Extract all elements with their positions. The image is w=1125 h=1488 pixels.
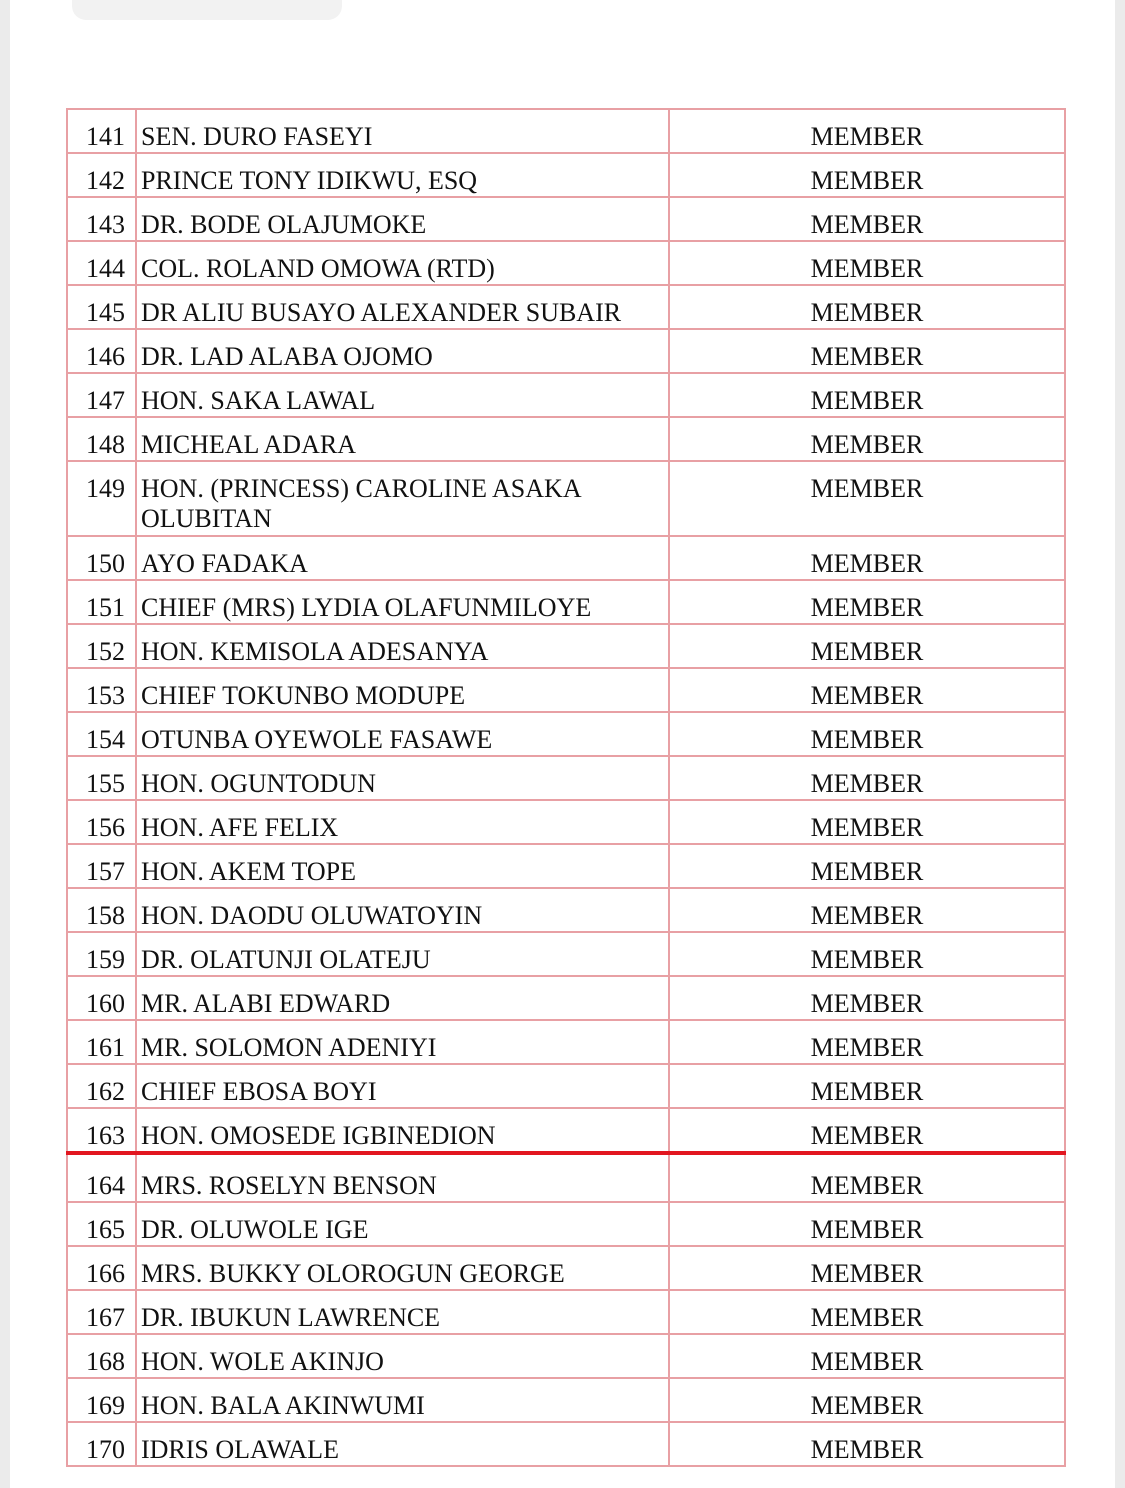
serial-number-cell: 149	[67, 461, 136, 536]
member-role-cell: MEMBER	[669, 1422, 1065, 1466]
member-name-cell: SEN. DURO FASEYI	[136, 109, 669, 153]
member-role-cell: MEMBER	[669, 1108, 1065, 1153]
member-role-cell: MEMBER	[669, 976, 1065, 1020]
member-name-cell: OTUNBA OYEWOLE FASAWE	[136, 712, 669, 756]
member-role-cell: MEMBER	[669, 109, 1065, 153]
serial-number-cell: 166	[67, 1246, 136, 1290]
member-role-cell: MEMBER	[669, 241, 1065, 285]
member-name-cell: MR. SOLOMON ADENIYI	[136, 1020, 669, 1064]
table-row	[67, 1153, 1065, 1202]
table-row	[67, 756, 1065, 800]
table-row	[67, 800, 1065, 844]
member-role-cell: MEMBER	[669, 888, 1065, 932]
member-name-cell: CHIEF TOKUNBO MODUPE	[136, 668, 669, 712]
member-role-cell: MEMBER	[669, 932, 1065, 976]
member-role-cell: MEMBER	[669, 1334, 1065, 1378]
member-name-cell: HON. WOLE AKINJO	[136, 1334, 669, 1378]
table-row	[67, 1290, 1065, 1334]
table-row	[67, 976, 1065, 1020]
member-name-cell: AYO FADAKA	[136, 536, 669, 580]
table-row	[67, 109, 1065, 153]
serial-number-cell: 147	[67, 373, 136, 417]
member-name-cell: DR. OLUWOLE IGE	[136, 1202, 669, 1246]
serial-number-cell: 154	[67, 712, 136, 756]
table-row	[67, 417, 1065, 461]
member-role-cell: MEMBER	[669, 1378, 1065, 1422]
table-row	[67, 888, 1065, 932]
member-name-cell: COL. ROLAND OMOWA (RTD)	[136, 241, 669, 285]
member-role-cell: MEMBER	[669, 1290, 1065, 1334]
serial-number-cell: 152	[67, 624, 136, 668]
member-role-cell: MEMBER	[669, 712, 1065, 756]
serial-number-cell: 162	[67, 1064, 136, 1108]
table-row	[67, 844, 1065, 888]
member-role-cell: MEMBER	[669, 1020, 1065, 1064]
serial-number-cell: 170	[67, 1422, 136, 1466]
member-role-cell: MEMBER	[669, 1246, 1065, 1290]
table-row	[67, 1202, 1065, 1246]
serial-number-cell: 156	[67, 800, 136, 844]
member-name-cell: IDRIS OLAWALE	[136, 1422, 669, 1466]
member-name-cell: HON. BALA AKINWUMI	[136, 1378, 669, 1422]
serial-number-cell: 165	[67, 1202, 136, 1246]
serial-number-cell: 167	[67, 1290, 136, 1334]
table-row	[67, 1378, 1065, 1422]
member-name-cell: DR. LAD ALABA OJOMO	[136, 329, 669, 373]
member-name-cell: DR. OLATUNJI OLATEJU	[136, 932, 669, 976]
serial-number-cell: 141	[67, 109, 136, 153]
table-row	[67, 932, 1065, 976]
document-page	[10, 0, 1115, 1488]
member-role-cell: MEMBER	[669, 285, 1065, 329]
table-row	[67, 153, 1065, 197]
table-row	[67, 1064, 1065, 1108]
serial-number-cell: 168	[67, 1334, 136, 1378]
table-row	[67, 1334, 1065, 1378]
members-table-body	[67, 109, 1065, 1466]
member-name-cell: HON. DAODU OLUWATOYIN	[136, 888, 669, 932]
table-row	[67, 536, 1065, 580]
serial-number-cell: 160	[67, 976, 136, 1020]
member-name-cell: MRS. BUKKY OLOROGUN GEORGE	[136, 1246, 669, 1290]
member-role-cell: MEMBER	[669, 1202, 1065, 1246]
member-role-cell: MEMBER	[669, 1153, 1065, 1202]
table-row	[67, 197, 1065, 241]
serial-number-cell: 151	[67, 580, 136, 624]
member-name-cell: MRS. ROSELYN BENSON	[136, 1153, 669, 1202]
table-row	[67, 668, 1065, 712]
serial-number-cell: 148	[67, 417, 136, 461]
table-row	[67, 712, 1065, 756]
member-role-cell: MEMBER	[669, 800, 1065, 844]
serial-number-cell: 153	[67, 668, 136, 712]
table-row	[67, 241, 1065, 285]
serial-number-cell: 143	[67, 197, 136, 241]
table-row	[67, 580, 1065, 624]
table-row	[67, 461, 1065, 536]
member-role-cell: MEMBER	[669, 417, 1065, 461]
serial-number-cell: 150	[67, 536, 136, 580]
table-row	[67, 1108, 1065, 1153]
table-row	[67, 373, 1065, 417]
serial-number-cell: 155	[67, 756, 136, 800]
member-role-cell: MEMBER	[669, 668, 1065, 712]
serial-number-cell: 161	[67, 1020, 136, 1064]
member-role-cell: MEMBER	[669, 624, 1065, 668]
member-name-cell: HON. AKEM TOPE	[136, 844, 669, 888]
member-role-cell: MEMBER	[669, 461, 1065, 536]
serial-number-cell: 157	[67, 844, 136, 888]
serial-number-cell: 145	[67, 285, 136, 329]
member-name-cell: HON. KEMISOLA ADESANYA	[136, 624, 669, 668]
member-name-cell: PRINCE TONY IDIKWU, ESQ	[136, 153, 669, 197]
serial-number-cell: 169	[67, 1378, 136, 1422]
serial-number-cell: 163	[67, 1108, 136, 1153]
member-name-cell: DR. IBUKUN LAWRENCE	[136, 1290, 669, 1334]
member-role-cell: MEMBER	[669, 580, 1065, 624]
member-role-cell: MEMBER	[669, 1064, 1065, 1108]
member-role-cell: MEMBER	[669, 329, 1065, 373]
table-row	[67, 1246, 1065, 1290]
member-role-cell: MEMBER	[669, 844, 1065, 888]
member-name-cell: MICHEAL ADARA	[136, 417, 669, 461]
serial-number-cell: 158	[67, 888, 136, 932]
table-row	[67, 624, 1065, 668]
member-name-cell: HON. OGUNTODUN	[136, 756, 669, 800]
member-role-cell: MEMBER	[669, 153, 1065, 197]
serial-number-cell: 159	[67, 932, 136, 976]
serial-number-cell: 142	[67, 153, 136, 197]
table-row	[67, 329, 1065, 373]
member-name-cell: HON. AFE FELIX	[136, 800, 669, 844]
viewer-top-tab[interactable]	[72, 0, 342, 20]
member-name-cell: HON. SAKA LAWAL	[136, 373, 669, 417]
member-name-cell: HON. (PRINCESS) CAROLINE ASAKA OLUBITAN	[136, 461, 669, 536]
member-role-cell: MEMBER	[669, 536, 1065, 580]
members-table	[66, 108, 1066, 1467]
serial-number-cell: 146	[67, 329, 136, 373]
member-name-cell: DR ALIU BUSAYO ALEXANDER SUBAIR	[136, 285, 669, 329]
member-name-cell: DR. BODE OLAJUMOKE	[136, 197, 669, 241]
member-role-cell: MEMBER	[669, 373, 1065, 417]
table-row	[67, 285, 1065, 329]
member-name-cell: HON. OMOSEDE IGBINEDION	[136, 1108, 669, 1153]
member-role-cell: MEMBER	[669, 197, 1065, 241]
serial-number-cell: 144	[67, 241, 136, 285]
member-name-cell: MR. ALABI EDWARD	[136, 976, 669, 1020]
serial-number-cell: 164	[67, 1153, 136, 1202]
table-row	[67, 1020, 1065, 1064]
member-name-cell: CHIEF (MRS) LYDIA OLAFUNMILOYE	[136, 580, 669, 624]
member-role-cell: MEMBER	[669, 756, 1065, 800]
table-row	[67, 1422, 1065, 1466]
member-name-cell: CHIEF EBOSA BOYI	[136, 1064, 669, 1108]
